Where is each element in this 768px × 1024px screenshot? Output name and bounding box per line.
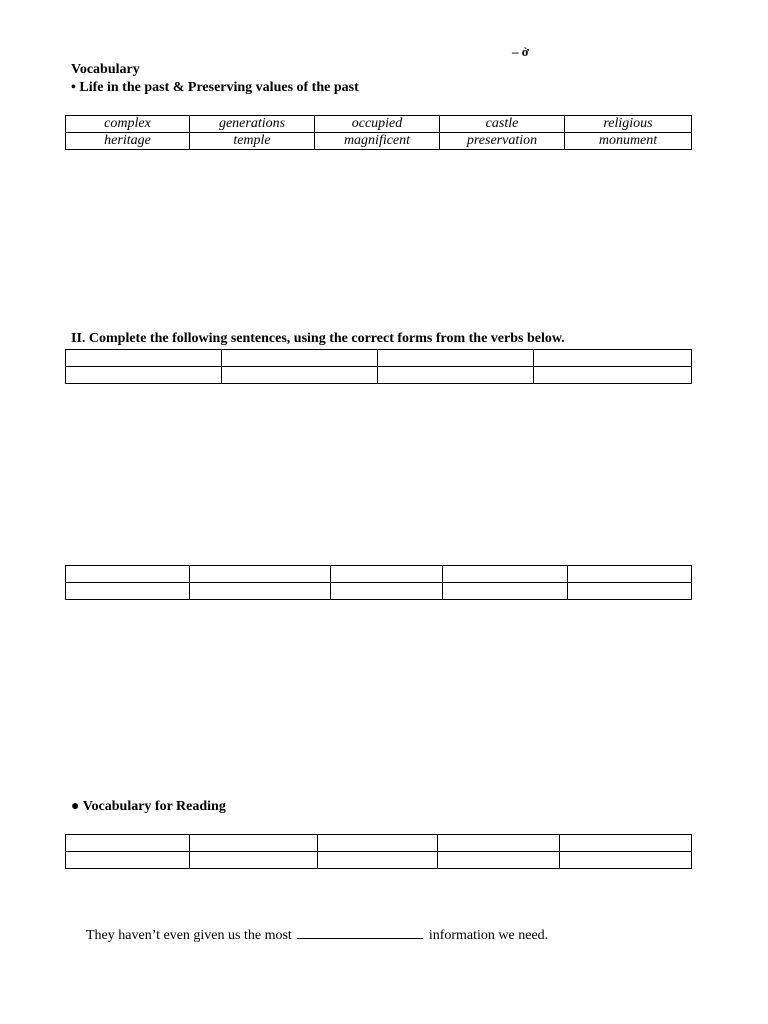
table-cell — [66, 367, 222, 384]
table-cell — [560, 835, 692, 852]
vocab-word: occupied — [315, 116, 440, 133]
table-cell — [190, 566, 331, 583]
vocab-word: magnificent — [315, 133, 440, 150]
section-title-exercise: II. Complete the following sentences, using the correct forms from the verbs below. — [71, 331, 565, 346]
table-cell — [443, 566, 568, 583]
table-cell — [378, 367, 534, 384]
table-cell — [438, 852, 560, 869]
table-row — [66, 116, 692, 133]
table-row — [66, 583, 692, 600]
topic-heading: • Life in the past & Preserving values of the past — [71, 80, 359, 95]
table-row — [66, 133, 692, 150]
table-cell — [438, 835, 560, 852]
table-cell — [534, 367, 692, 384]
table-row — [66, 350, 692, 367]
table-row — [66, 835, 692, 852]
table-cell — [190, 835, 318, 852]
table-cell — [190, 852, 318, 869]
table-cell — [222, 367, 378, 384]
table-cell — [222, 350, 378, 367]
reading-vocabulary-table — [65, 834, 692, 869]
section-title-reading-vocabulary: ● Vocabulary for Reading — [71, 799, 226, 814]
vocab-word: castle — [440, 116, 565, 133]
table-cell — [331, 583, 443, 600]
table-cell — [560, 852, 692, 869]
table-cell — [534, 350, 692, 367]
vocab-word: heritage — [66, 133, 190, 150]
table-cell — [66, 583, 190, 600]
table-cell — [66, 852, 190, 869]
table-cell — [66, 566, 190, 583]
header-mark: – ở — [512, 44, 529, 59]
table-row — [66, 566, 692, 583]
answer-blank[interactable] — [297, 926, 423, 939]
table-cell — [66, 835, 190, 852]
vocab-word: complex — [66, 116, 190, 133]
sentence-end: information we need. — [428, 928, 549, 943]
vocab-word: religious — [565, 116, 692, 133]
table-row — [66, 852, 692, 869]
table-cell — [443, 583, 568, 600]
vocab-word: preservation — [440, 133, 565, 150]
vocab-word: monument — [565, 133, 692, 150]
table-cell — [190, 583, 331, 600]
vocab-word: temple — [190, 133, 315, 150]
exercise-verb-table-a — [65, 349, 692, 384]
table-cell — [318, 835, 438, 852]
table-cell — [66, 350, 222, 367]
table-cell — [318, 852, 438, 869]
table-row — [66, 367, 692, 384]
example-sentence — [86, 926, 548, 944]
table-cell — [568, 583, 692, 600]
section-title-vocabulary: Vocabulary — [71, 62, 140, 77]
table-cell — [331, 566, 443, 583]
vocabulary-word-table — [65, 115, 692, 150]
sentence-start: They haven’t even given us the most — [86, 928, 292, 943]
table-cell — [568, 566, 692, 583]
exercise-verb-table-b — [65, 565, 692, 600]
table-cell — [378, 350, 534, 367]
vocab-word: generations — [190, 116, 315, 133]
